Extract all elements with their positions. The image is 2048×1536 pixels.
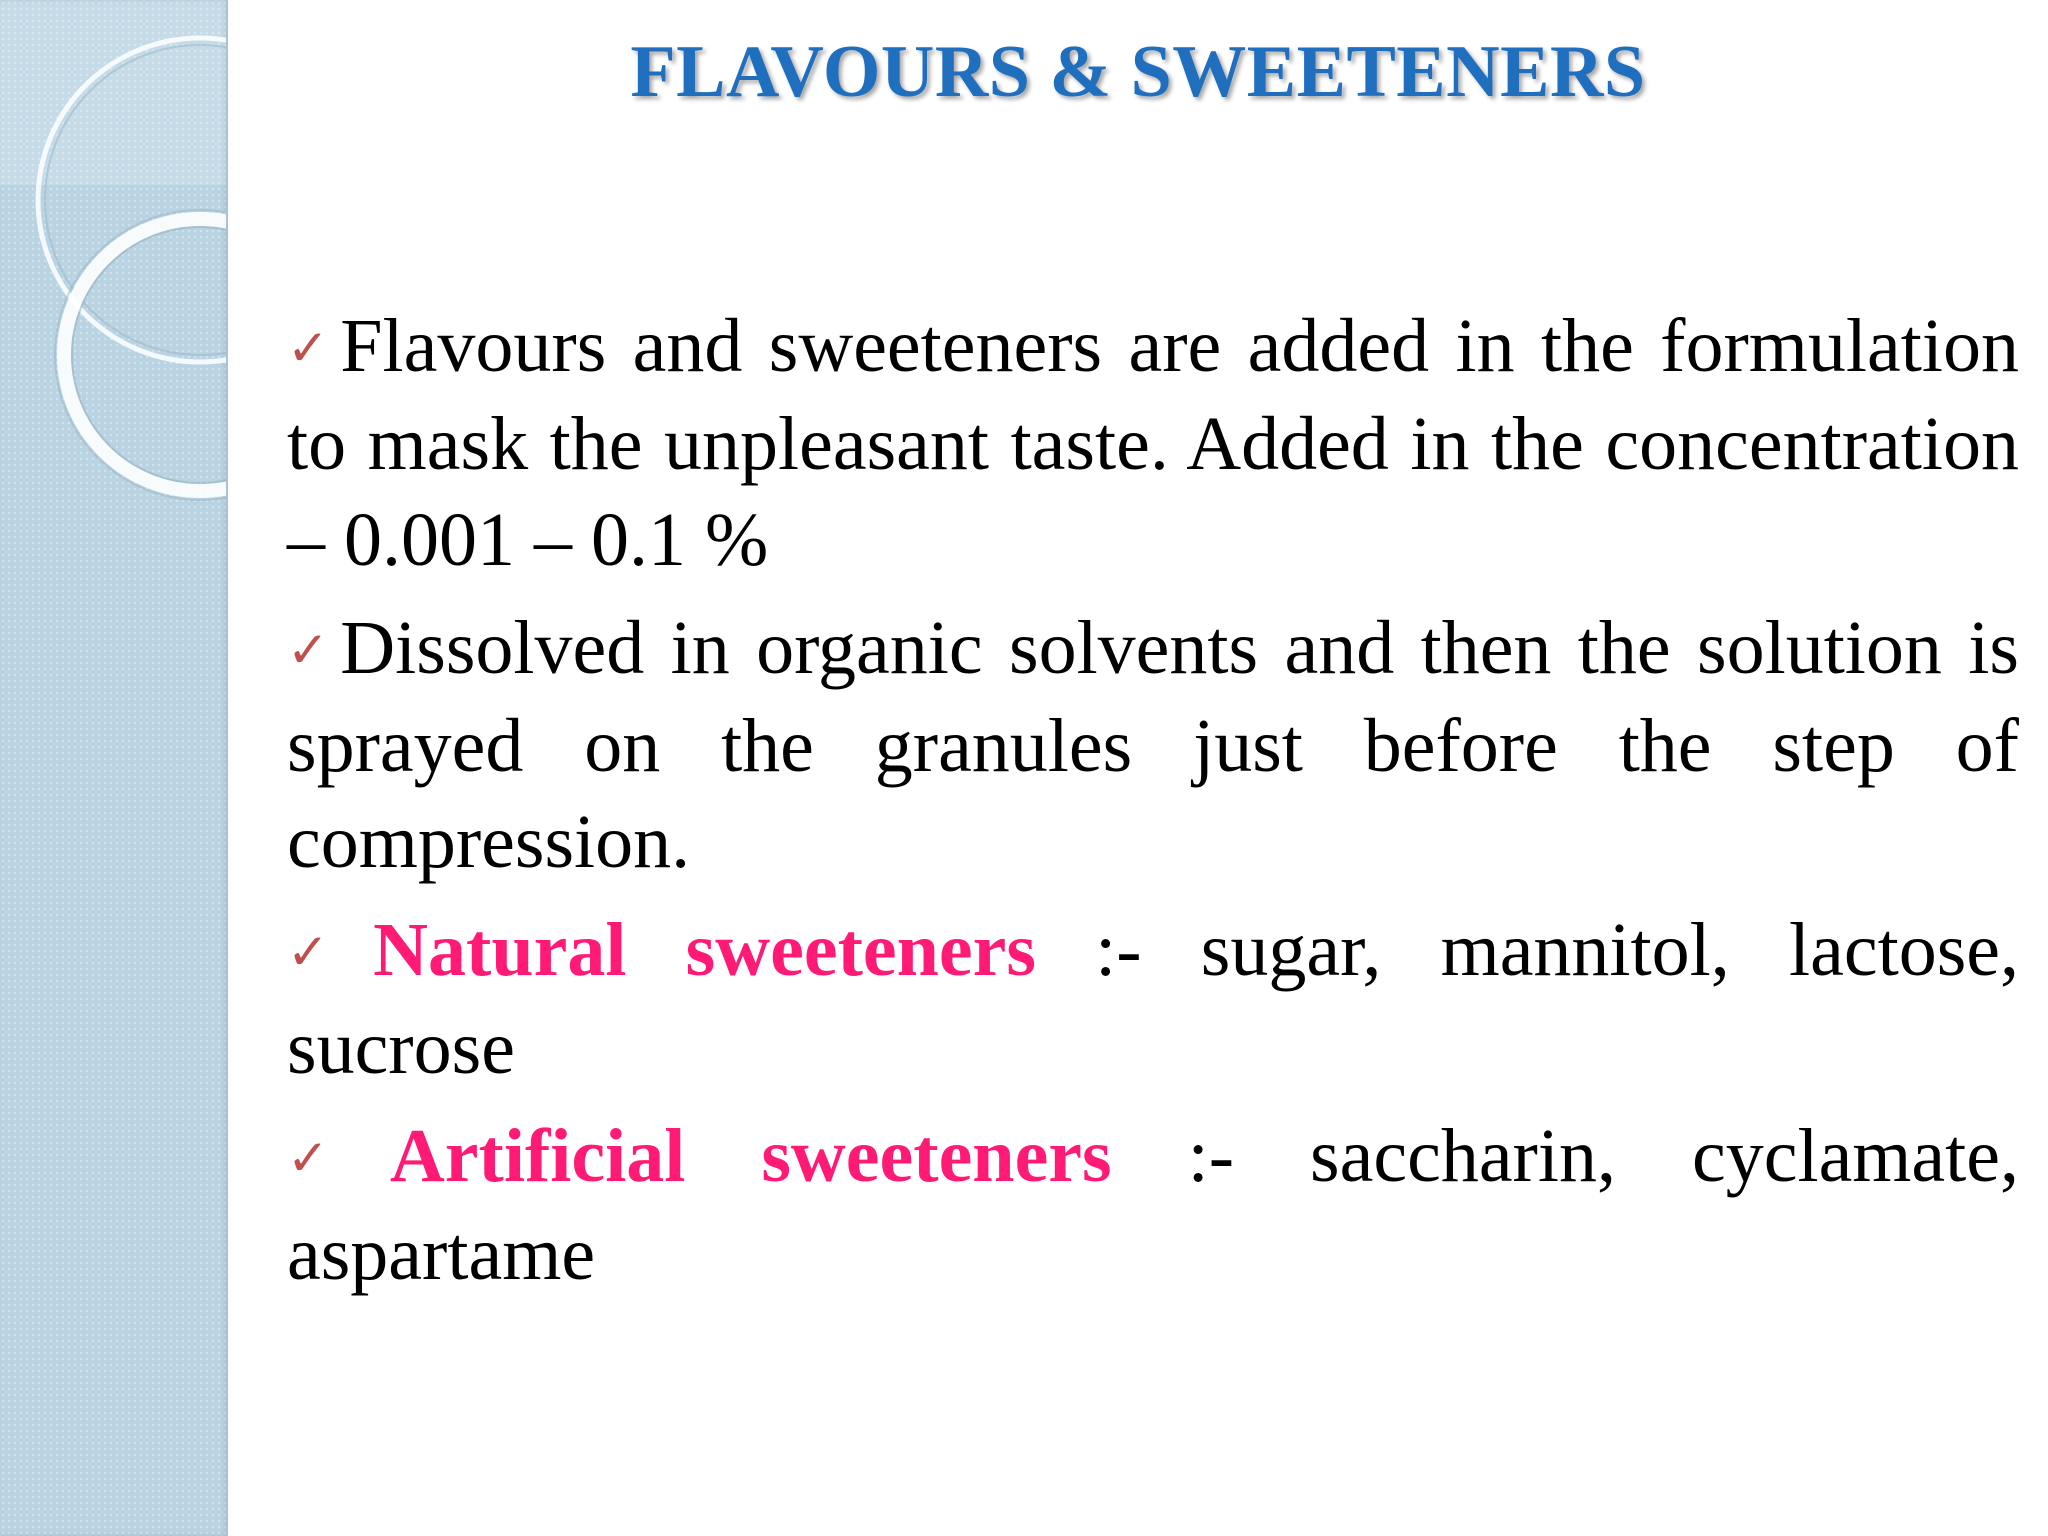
bullet-text: Dissolved in organic solvents and then the solution is sprayed on the granules just before the step of compression. (287, 606, 2019, 884)
decorative-rings (0, 0, 228, 520)
checkmark-icon: ✓ (287, 923, 370, 981)
artificial-sweeteners-label: Artificial sweeteners (389, 1114, 1112, 1198)
checkmark-icon: ✓ (287, 1129, 386, 1187)
bullet-text: Flavours and sweeteners are added in the formulation to mask the unpleasant taste. Added in the concentration – 0.001 – 0.1 % (287, 304, 2019, 582)
checkmark-icon: ✓ (287, 621, 337, 679)
bullet-text: :- sugar, mannitol, lactose, sucrose (287, 908, 2019, 1090)
natural-sweeteners-label: Natural sweeteners (373, 908, 1036, 992)
bullet-artificial-sweeteners (287, 1108, 2019, 1302)
sidebar-decoration (0, 0, 228, 1536)
bullet-list (287, 298, 2019, 1314)
checkmark-icon: ✓ (287, 319, 337, 377)
bullet-natural-sweeteners (287, 902, 2019, 1096)
bullet-text: :- saccharin, cyclamate, aspartame (287, 1114, 2019, 1296)
bullet-dissolved (287, 600, 2019, 890)
slide-title: FLAVOURS & SWEETENERS (630, 31, 1646, 113)
bullet-flavours (287, 298, 2019, 588)
